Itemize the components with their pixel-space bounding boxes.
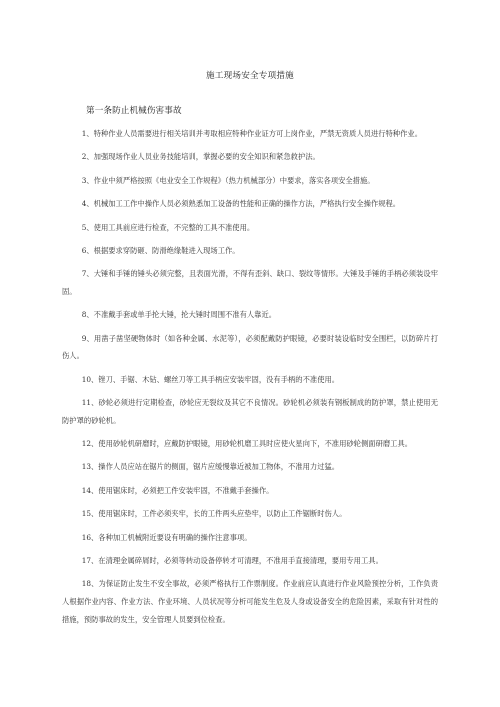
document-title: 施工现场安全专项措施	[206, 71, 294, 81]
paragraph: 3、作业中须严格按照《电业安全工作规程》（热力机械部分）中要求，落实各项安全措施。	[81, 175, 375, 185]
paragraph: 15、使用锯床时，工件必须夹牢，长的工件两头应垫牢，以防止工件锯断时伤人。	[81, 509, 347, 519]
paragraph: 5、使用工具前应进行检查，不完整的工具不准使用。	[81, 222, 255, 232]
paragraph: 1、特种作业人员需要进行相关培训并考取相应特种作业证方可上岗作业，严禁无资质人员进行特种作业。	[81, 129, 422, 138]
paragraph: 2、加强现场作业人员业务技能培训，掌握必要的安全知识和紧急救护法。	[81, 152, 320, 162]
paragraph: 7、大锤和手锤的锤头必须完整，且表面光滑，不得有歪斜、缺口、裂纹等情形。大锤及手锤的手柄必须装设牢固。	[62, 269, 438, 296]
paragraph: 10、锉刀、手锯、木钻、螺丝刀等工具手柄应安装牢固，没有手柄的不准使用。	[81, 374, 340, 384]
paragraph: 4、机械加工工作中操作人员必须熟悉加工设备的性能和正确的操作方法，严格执行安全操作规程。	[81, 199, 401, 209]
paragraph: 14、使用锯床时，必须把工件安装牢固，不准戴手套操作。	[81, 485, 274, 495]
paragraph: 18、为保证防止发生不安全事故，必须严格执行工作票制度。作业前应认真进行作业风险预控分析，工作负责人根据作业内容、作业方法、作业环境、人员状况等分析可能发生危及人身或设备安全的危险因素，采取有针对性的措施，预防事故的发生，安全管理人员要到位检查。	[62, 579, 438, 624]
paragraph: 9、用凿子凿坚硬物体时（如各种金属、水泥等），必须配戴防护眼镜，必要时装设临时安全围栏，以防碎片打伤人。	[62, 333, 438, 361]
paragraph: 11、砂轮必须进行定期检查，砂轮应无裂纹及其它不良情况。砂轮机必须装有钢板制成的防护罩，禁止使用无防护罩的砂轮机。	[62, 398, 438, 425]
paragraph: 13、操作人员应站在锯片的侧面，锯片应缓慢靠近被加工物体，不准用力过猛。	[81, 462, 340, 472]
section-heading: 第一条防止机械伤害事故	[86, 106, 182, 116]
document-body	[62, 125, 438, 634]
paragraph: 16、各种加工机械附近要设有明确的操作注意事项。	[81, 532, 252, 542]
paragraph: 6、根据要求穿防砸、防滑绝缘鞋进入现场工作。	[81, 245, 240, 255]
paragraph: 8、不准戴手套或单手抡大锤，抡大锤时周围不准有人靠近。	[81, 310, 277, 320]
paragraph: 12、使用砂轮机研磨时，应戴防护眼镜，用砂轮机磨工具时应使火星向下，不准用砂轮侧面研磨工具。	[81, 439, 413, 449]
paragraph: 17、在清理金属碎屑时，必须等转动设备停转才可清理，不准用手直接清理，要用专用工具。	[81, 556, 383, 566]
